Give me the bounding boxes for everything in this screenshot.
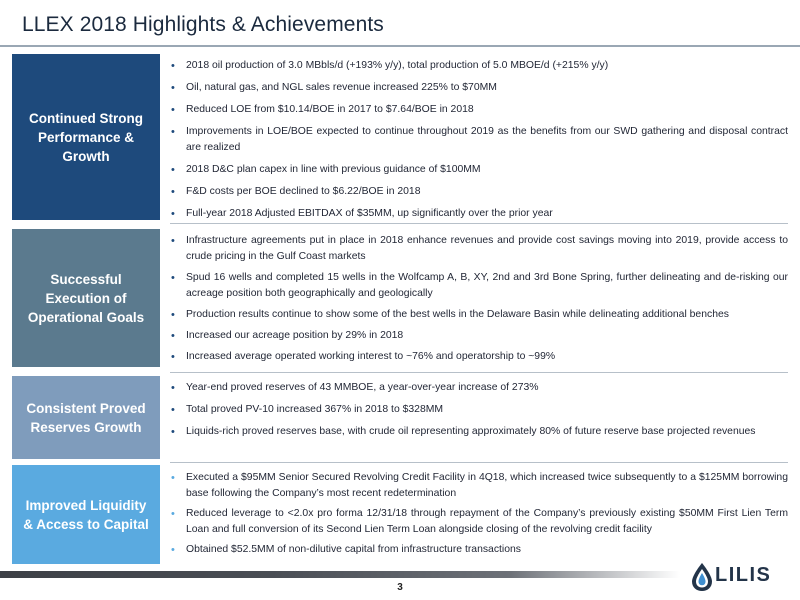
- bullet-icon: •: [171, 186, 175, 198]
- bullet-item: • Liquids-rich proved reserves base, with crude oil representing approximately 80% of future reserve base projected revenues: [171, 426, 756, 438]
- page-title: LLEX 2018 Highlights & Achievements: [22, 13, 384, 36]
- bullet-item: • Oil, natural gas, and NGL sales revenue increased 225% to $70MM: [171, 82, 497, 94]
- bullet-item: • Executed a $95MM Senior Secured Revolving Credit Facility in 4Q18, which increased twice subsequently to a $125MM borrowing base following the Company’s most recent redetermination: [171, 472, 788, 499]
- bullet-icon: •: [171, 82, 175, 94]
- bullet-item: • 2018 oil production of 3.0 MBbls/d (+193% y/y), total production of 5.0 MBOE/d (+215% y/y): [171, 60, 609, 72]
- section-label-box: [12, 376, 160, 459]
- bullet-icon: •: [171, 382, 175, 394]
- bullet-item: • Year-end proved reserves of 43 MMBOE, a year-over-year increase of 273%: [171, 382, 539, 394]
- logo-text: LILIS: [715, 564, 772, 586]
- bullet-icon: •: [171, 164, 175, 176]
- bullet-list: [170, 380, 788, 440]
- section-proved-reserves: [12, 376, 788, 459]
- bullet-item: • Full-year 2018 Adjusted EBITDAX of $35MM, up significantly over the prior year: [171, 208, 553, 220]
- bullet-icon: •: [171, 235, 175, 247]
- bullet-item: • Spud 16 wells and completed 15 wells in the Wolfcamp A, B, XY, 2nd and 3rd Bone Spring, further delineating and de-risking our acreage position both geographically and geologically: [171, 272, 788, 299]
- bullet-item: • F&D costs per BOE declined to $6.22/BOE in 2018: [171, 186, 421, 198]
- bullet-item: • Reduced leverage to <2.0x pro forma 12/31/18 through repayment of the Company’s previously existing $50MM First Lien Term Loan and full conversion of its Second Lien Term Loan alongside closing of the revolving credit facility: [171, 508, 788, 535]
- section-label: Continued Strong Performance & Growth: [29, 110, 143, 164]
- bullet-icon: •: [171, 330, 175, 342]
- bullet-icon: •: [171, 309, 175, 321]
- bullet-item: • Increased average operated working interest to ~76% and operatorship to ~99%: [171, 351, 556, 363]
- section-performance-growth: [12, 54, 788, 220]
- bullet-icon: •: [171, 104, 175, 116]
- bullet-item: • Reduced LOE from $10.14/BOE in 2017 to $7.64/BOE in 2018: [171, 104, 474, 116]
- bullet-icon: •: [171, 272, 175, 284]
- section-divider: [170, 372, 788, 373]
- bullet-icon: •: [171, 126, 175, 138]
- page-number: 3: [397, 582, 403, 593]
- bullet-item: • Production results continue to show some of the best wells in the Delaware Basin while delineating additional benches: [171, 309, 729, 321]
- bullet-item: • Improvements in LOE/BOE expected to continue throughout 2019 as the benefits from our SWD gathering and disposal contract are realized: [171, 126, 788, 153]
- title-divider: [0, 45, 800, 47]
- bullet-icon: •: [171, 404, 175, 416]
- bullet-item: • Infrastructure agreements put in place in 2018 enhance revenues and provide cost savings moving into 2019, provide access to crude pricing in the Gulf Coast markets: [171, 235, 788, 262]
- bullet-icon: •: [171, 351, 175, 363]
- bullet-list: [170, 58, 788, 222]
- section-label-box: [12, 465, 160, 564]
- section-divider: [170, 462, 788, 463]
- bullet-icon: •: [171, 472, 175, 484]
- bullet-list: [170, 233, 788, 365]
- section-label: Improved Liquidity & Access to Capital: [23, 497, 149, 532]
- bullet-item: • Total proved PV-10 increased 367% in 2018 to $328MM: [171, 404, 444, 416]
- section-liquidity-capital: [12, 465, 788, 564]
- footer-band: [0, 571, 680, 578]
- company-logo: [690, 562, 795, 592]
- section-label-box: [12, 54, 160, 220]
- bullet-icon: •: [171, 60, 175, 72]
- section-label-box: [12, 229, 160, 367]
- section-label: Successful Execution of Operational Goals: [27, 271, 145, 325]
- bullet-item: • Obtained $52.5MM of non-dilutive capital from infrastructure transactions: [171, 544, 521, 556]
- bullet-icon: •: [171, 544, 175, 556]
- bullet-icon: •: [171, 426, 175, 438]
- bullet-list: [170, 470, 788, 558]
- water-drop-icon: [690, 562, 714, 592]
- section-divider: [170, 223, 788, 224]
- bullet-item: • Increased our acreage position by 29% in 2018: [171, 330, 404, 342]
- section-operational-goals: [12, 229, 788, 367]
- section-label: Consistent Proved Reserves Growth: [26, 400, 146, 435]
- bullet-icon: •: [171, 208, 175, 220]
- bullet-icon: •: [171, 508, 175, 520]
- bullet-item: • 2018 D&C plan capex in line with previous guidance of $100MM: [171, 164, 481, 176]
